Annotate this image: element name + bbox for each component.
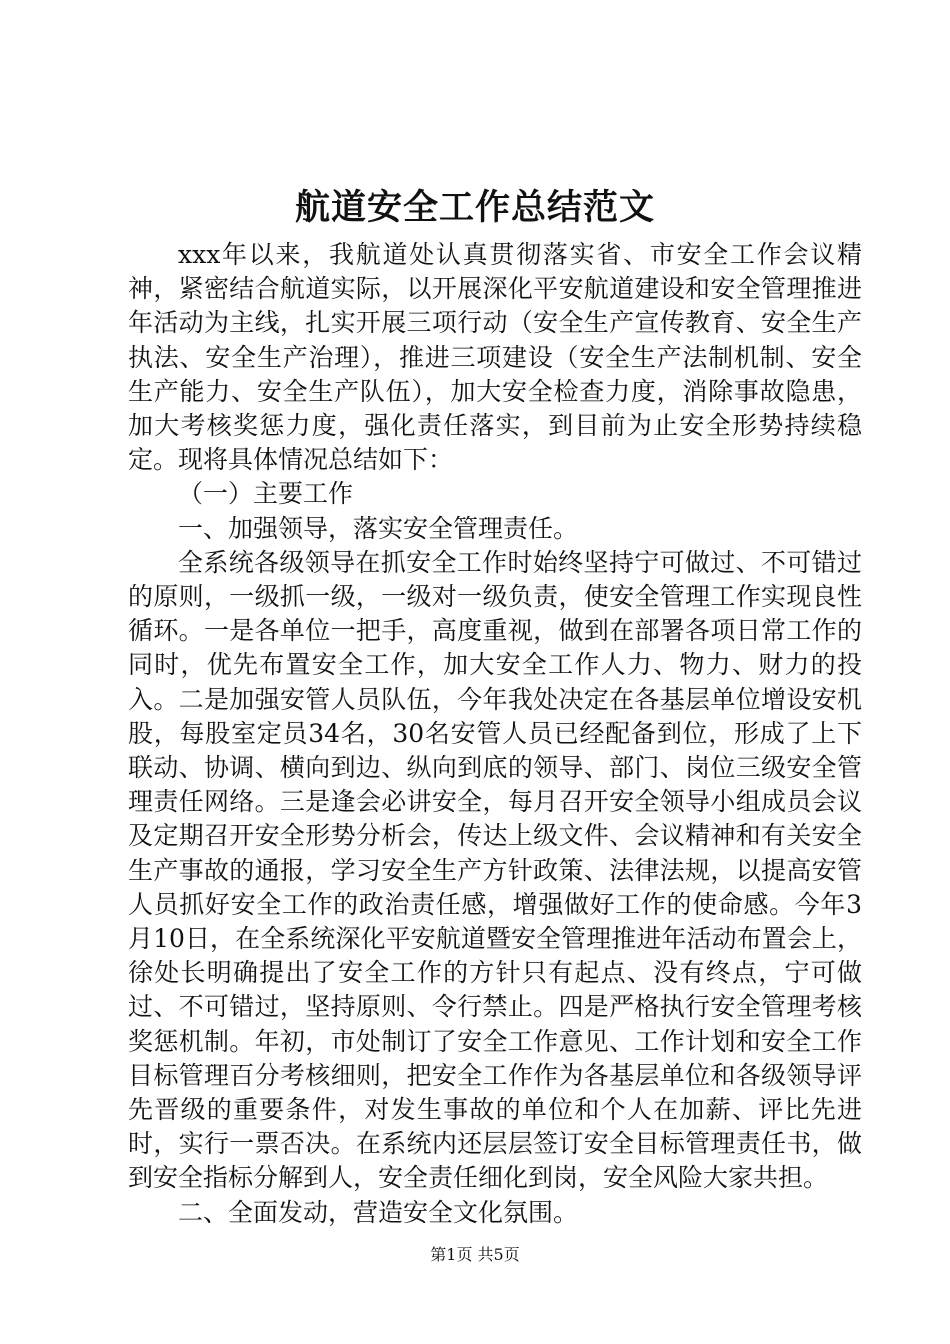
section-heading: （一）主要工作: [178, 479, 354, 509]
document-title: 航道安全工作总结范文: [294, 187, 655, 228]
intro-paragraph: xxx年以来，我航道处认真贯彻落实省、市安全工作会议精神，紧密结合航道实际，以开展深化平安航道建设和安全管理推进年活动为主线，扎实开展三项行动（安全生产宣传教育、安全生产执法、安全生产治理），推进三项建设（安全生产法制机制、安全生产能力、安全生产队伍），加大安全检查力度，消除事故隐患，加大考核奖惩力度，强化责任落实，到目前为止安全形势持续稳定。现将具体情况总结如下：: [128, 240, 862, 475]
page-footer: 第1页 共5页: [430, 1245, 520, 1264]
subsection-heading-2: 二、全面发动，营造安全文化氛围。: [178, 1197, 579, 1227]
body-paragraph: 全系统各级领导在抓安全工作时始终坚持宁可做过、不可错过的原则，一级抓一级，一级对一级负责，使安全管理工作实现良性循环。一是各单位一把手，高度重视，做到在部署各项日常工作的同时，优先布置安全工作，加大安全工作人力、物力、财力的投入。二是加强安管人员队伍，今年我处决定在各基层单位增设安机股，每股室定员34名，30名安管人员已经配备到位，形成了上下联动、协调、横向到边、纵向到底的领导、部门、岗位三级安全管理责任网络。三是逢会必讲安全，每月召开安全领导小组成员会议及定期召开安全形势分析会，传达上级文件、会议精神和有关安全生产事故的通报，学习安全生产方针政策、法律法规，以提高安管人员抓好安全工作的政治责任感，增强做好工作的使命感。今年3月10日，在全系统深化平安航道暨安全管理推进年活动布置会上，徐处长明确提出了安全工作的方针只有起点、没有终点，宁可做过、不可错过，坚持原则、令行禁止。四是严格执行安全管理考核奖惩机制。年初，市处制订了安全工作意见、工作计划和安全工作目标管理百分考核细则，把安全工作作为各基层单位和各级领导评先晋级的重要条件，对发生事故的单位和个人在加薪、评比先进时，实行一票否决。在系统内还层层签订安全目标管理责任书，做到安全指标分解到人，安全责任细化到岗，安全风险大家共担。: [128, 547, 862, 1193]
subsection-heading-1: 一、加强领导，落实安全管理责任。: [178, 513, 579, 543]
document-body: [128, 238, 862, 1230]
